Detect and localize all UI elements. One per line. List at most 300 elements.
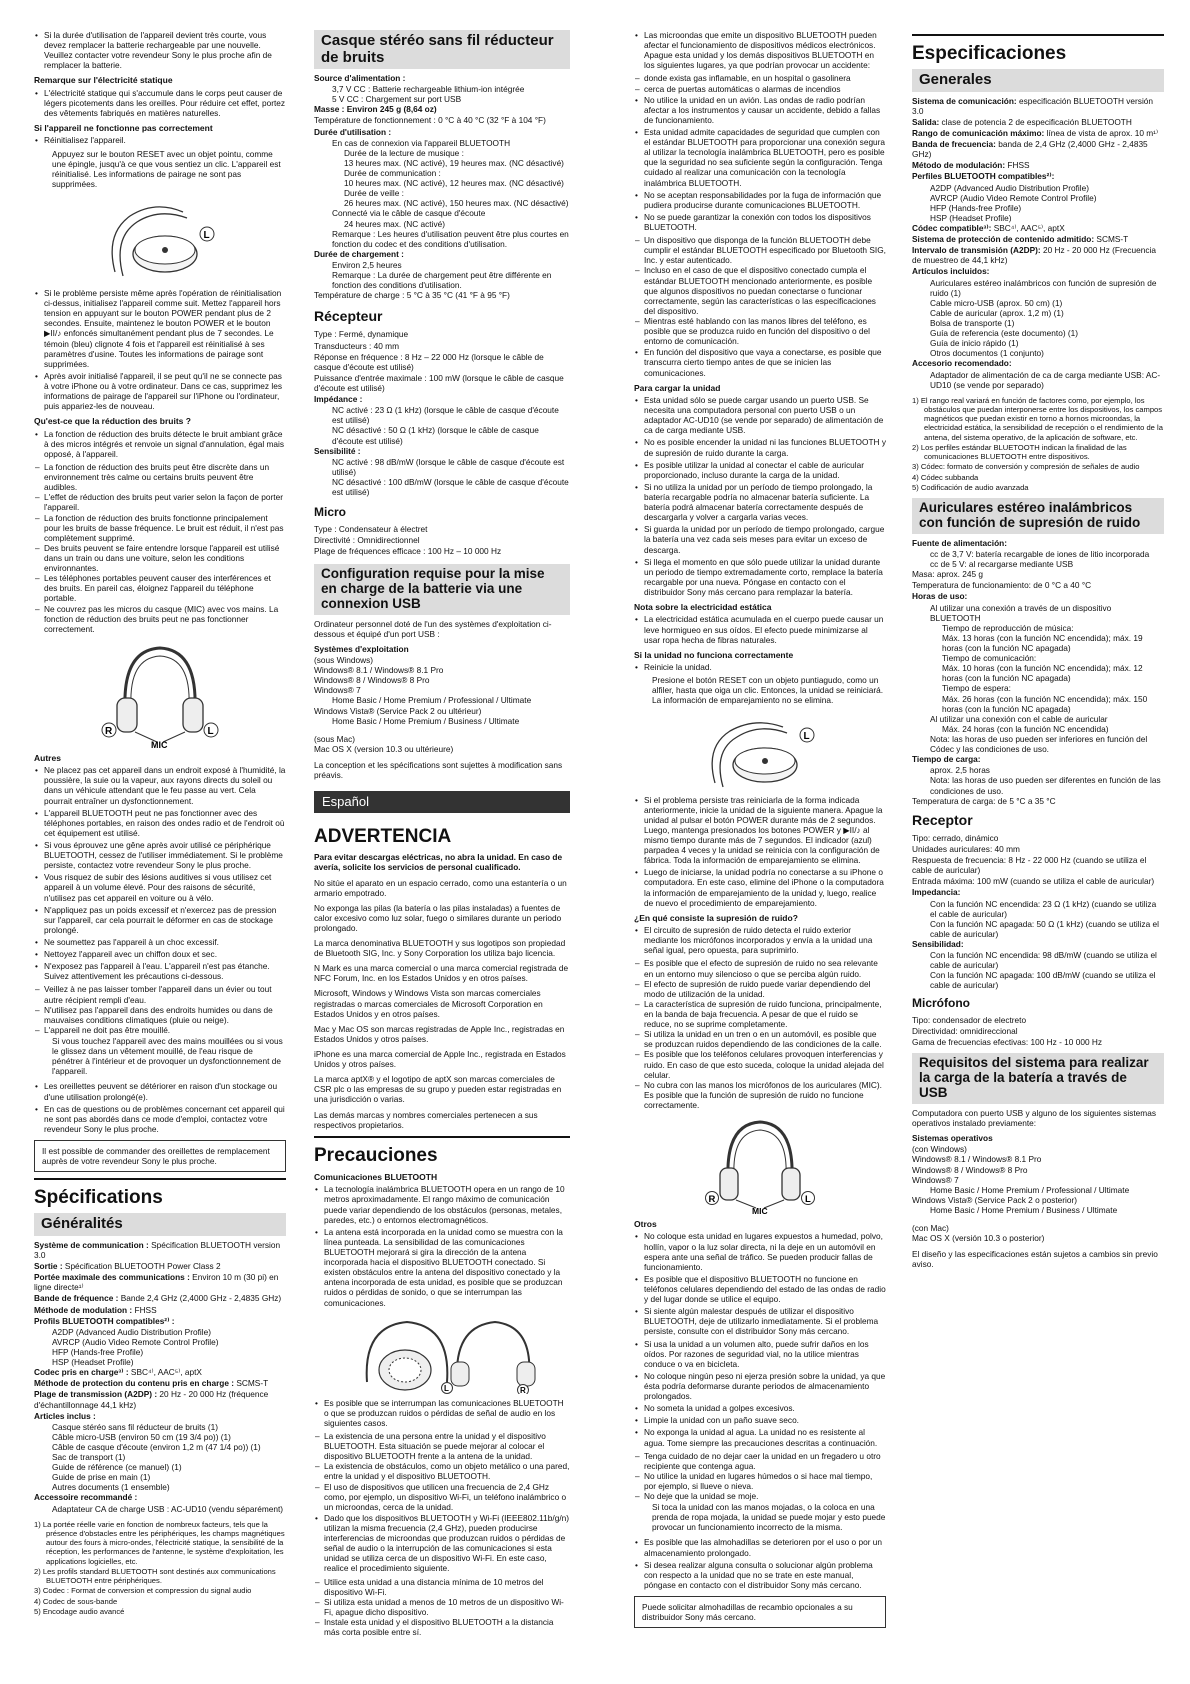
microwave-dash-list xyxy=(634,73,886,93)
footnote: 5) Codificación de audio avanzada xyxy=(912,482,1029,492)
list-item: • No es posible encender la unidad ni las funciones BLUETOOTH y de supresión de ruido durante la carga. xyxy=(644,437,886,457)
mic-label: MIC xyxy=(151,739,168,748)
list-item: • Si guarda la unidad por un período de tiempo prolongado, cargue la batería una vez cada seis meses para evitar un exceso de descarga. xyxy=(644,524,886,554)
footnote: 2) Les profils standard BLUETOOTH sont destinés aux communications BLUETOOTH entre périphériques. xyxy=(34,1566,276,1586)
profile-item: HFP (Hands-free Profile) xyxy=(52,1346,144,1357)
earpad-note-box-es: Puede solicitar almohadillas de recambio opcionales a su distribuidor Sony más cercano. xyxy=(634,1596,886,1628)
list-item: • Esta unidad admite capacidades de seguridad que cumplen con el estándar BLUETOOTH para proporcionar una conexión segura al utilizar la tecnología inalámbrica BLUETOOTH, pero es posible que la seguridad no sea suficiente según la configuración. Tenga cuidado al realizar una comunicación con la tecnología inalámbrica BLUETOOTH. xyxy=(644,127,886,188)
mic-label-es: MIC xyxy=(752,1206,768,1215)
spec-row: Système de communication : Spécification BLUETOOTH version 3.0 xyxy=(34,1239,281,1260)
list-item: – Incluso en el caso de que el dispositivo conectado cumpla el estándar BLUETOOTH mencionado anteriormente, es posible que algunos dispositivos no puedan conectarse o funcionar correctamente, según las características o las especificaciones del dispositivo. xyxy=(644,265,886,316)
included-item: Auriculares estéreo inalámbricos con función de supresión de ruido (1) xyxy=(930,277,1157,298)
paragraph: N Mark es una marca comercial o una marca comercial registrada de NFC Forum, Inc. en los Estados Unidos y en otros países. xyxy=(314,963,569,984)
spec-value: Connecté via le câble de casque d'écoute xyxy=(332,208,486,219)
list-item: • Es posible que el dispositivo BLUETOOTH no funcione en teléfonos celulares dependiendo del estado de las ondas de radio y del lugar donde se utilice el equipo. xyxy=(644,1274,886,1304)
static-title-es: Nota sobre la electricidad estática xyxy=(634,602,772,613)
persist-list-es xyxy=(634,795,886,908)
spec-row: Unidades auriculares: 40 mm xyxy=(912,843,1020,854)
list-item: • La tecnología inalámbrica BLUETOOTH opera en un rango de 10 metros aproximadamente. El rango máximo de comunicación puede variar dependiendo de los obstáculos (personas, metales, paredes, etc.) o entornos electromagnéticos. xyxy=(324,1184,570,1224)
nc-dash: – Ne couvrez pas les micros du casque (MIC) avec vos mains. La fonction de réduction des bruits peut ne pas fonctionner correctement. xyxy=(44,604,286,634)
spec-row: Temperatura de carga: de 5 °C a 35 °C xyxy=(912,795,1056,806)
spec-value: Máx. 24 horas (con la función NC encendida) xyxy=(942,723,1109,734)
spec-row: Masa: aprox. 245 g xyxy=(912,569,984,580)
spec-value: Con la función NC apagada: 50 Ω (1 kHz) (cuando se utiliza el cable de auricular) xyxy=(930,918,1159,939)
spec-row: Méthode de protection du contenu pris en charge : SCMS-T xyxy=(34,1378,269,1389)
spec-value: Nota: las horas de uso pueden ser diferentes en función de las condiciones de uso. xyxy=(930,775,1161,796)
list-item: – Si utiliza esta unidad a menos de 10 metros de un dispositivo Wi-Fi, apague dicho dispositivo. xyxy=(324,1597,570,1617)
cargar-title: Para cargar la unidad xyxy=(634,382,721,393)
paragraph: Microsoft, Windows y Windows Vista son marcas comerciales registradas o marcas comerciales de Microsoft Corporation en Estados Unidos y en otros países. xyxy=(314,988,543,1019)
list-item: • La antena está incorporada en la unidad como se muestra con la línea punteada. La sensibilidad de las comunicaciones BLUETOOTH mejorará si gira la dirección de la antena incorporada hacia el dispositivo BLUETOOTH conectado. Si existen obstáculos entre la antena del dispositivo conectado y la antena incorporada de esta unidad, es posible que se produzcan ruidos o pérdidas de sonido, o que se interrumpan las comunicaciones. xyxy=(324,1227,570,1308)
spec-row: Durée de chargement : xyxy=(314,248,404,259)
spec-row: Tipo: cerrado, dinámico xyxy=(912,832,999,843)
spec-value: Durée de veille : xyxy=(344,188,404,199)
footnote: 4) Códec subbanda xyxy=(912,472,979,482)
autres-title: Autres xyxy=(34,752,61,763)
delay-bullet: • En función del dispositivo que vaya a conectarse, es posible que transcurra cierto tiempo antes de que se inicien las comunicaciones. xyxy=(644,347,886,377)
spec-row: Método de modulación: FHSS xyxy=(912,160,1030,171)
spec-row: Source d'alimentation : xyxy=(314,73,406,83)
autres2-list xyxy=(34,1081,286,1134)
spec-row: Accesorio recomendado: xyxy=(912,358,1012,369)
r-marker: R xyxy=(105,725,113,737)
list-item: • Si no utiliza la unidad por un período de tiempo prolongado, la batería recargable podría no almacenar batería suficiente. La batería podrá almacenar batería correctamente después de descargarla y volver a cargarla varias veces. xyxy=(644,482,886,522)
spec-row: Profils BLUETOOTH compatibles²⁾ : xyxy=(34,1315,175,1326)
spec-value: Remarque : Les heures d'utilisation peuvent être plus courtes en fonction du codec et des conditions d'utilisation. xyxy=(332,228,569,249)
list-item: – Es posible que el efecto de supresión de ruido no sea relevante en un entorno muy silencioso o que se perciba algún ruido. xyxy=(644,958,886,978)
spec-value: Con la función NC encendida: 98 dB/mW (cuando se utiliza el cable de auricular) xyxy=(930,950,1157,971)
os-line: Windows Vista® (Service Pack 2 ou ultérieur) xyxy=(314,705,482,716)
list-item: – L'appareil ne doit pas être mouillé. xyxy=(44,1025,286,1035)
list-item: • No utilice la unidad en un avión. Las ondas de radio podrían afectar a los instrumentos y causar un accidente, debido a fallas de funcionamiento. xyxy=(644,95,886,125)
included-item: Guía de referencia (este documento) (1) xyxy=(930,328,1079,339)
spacer xyxy=(314,726,570,734)
profile-item: AVRCP (Audio Video Remote Control Profile) xyxy=(930,192,1097,203)
prec-title: Precauciones xyxy=(314,1136,570,1167)
config-text: Ordinateur personnel doté de l'un des systèmes d'exploitation ci-dessous et équipé d'un port USB : xyxy=(314,618,552,639)
spec-row: Sistema de protección de contenido admitido: SCMS-T xyxy=(912,234,1129,245)
microwave-bullet: • Las microondas que emite un dispositivo BLUETOOTH pueden afectar el funcionamiento de dispositivos médicos electrónicos. Apague esta unidad y los demás dispositivos BLUETOOTH en los siguientes lugares, ya que podrían provocar un accidente: xyxy=(644,30,886,70)
nc-dash-list-es xyxy=(634,958,886,1110)
spec-row: Rango de comunicación máximo: línea de vista de aprox. 10 m¹⁾ xyxy=(912,128,1158,138)
nc-dash: – Les téléphones portables peuvent causer des interférences et des bruits. En pareil cas, éloignez l'appareil du téléphone portable. xyxy=(44,573,286,603)
profile-item: HSP (Headset Profile) xyxy=(930,212,1012,223)
battery-note: • Si la durée d'utilisation de l'appareil devient très courte, vous devez remplacer la batterie rechargeable par une nouvelle. Veuillez contacter votre revendeur Sony le plus proche afin de remplacer la batterie. xyxy=(44,30,286,70)
agua-extra: Si toca la unidad con las manos mojadas, o la coloca en una prenda de ropa mojada, la unidad se puede mojar y esto puede provocar un funcionamiento incorrecto de la misma. xyxy=(652,1502,886,1533)
profile-item: A2DP (Advanced Audio Distribution Profile) xyxy=(930,182,1089,193)
reset-button-illustration-es xyxy=(695,711,825,791)
included-item: Câble de casque d'écoute (environ 1,2 m (47 1/4 po)) (1) xyxy=(52,1441,261,1452)
included-item: Sac de transport (1) xyxy=(52,1452,126,1463)
spec-value: En cas de connexion via l'appareil BLUETOOTH xyxy=(332,137,511,148)
list-item: • L'appareil BLUETOOTH peut ne pas fonctionner avec des téléphones portables, en raison des ondes radio et de l'endroit où cet équipement est utilisé. xyxy=(44,808,286,838)
included-item: Cable micro-USB (aprox. 50 cm) (1) xyxy=(930,297,1063,308)
l-marker: L xyxy=(207,725,214,737)
profile-item: HSP (Headset Profile) xyxy=(52,1357,134,1368)
spec-row: Méthode de modulation : FHSS xyxy=(34,1304,157,1315)
spec-row: Masse : Environ 245 g (8,64 oz) xyxy=(314,104,437,115)
spec-row: Sortie : Spécification BLUETOOTH Power Class 2 xyxy=(34,1261,221,1272)
spec-row: Intervalo de transmisión (A2DP): 20 Hz - 20 000 Hz (Frecuencia de muestreo de 44,1 kHz) xyxy=(912,245,1156,266)
column-3 xyxy=(634,30,886,1634)
paragraph: La marca denominativa BLUETOOTH y sus logotipos son propiedad de Bluetooth SIG, Inc. y Sony Corporation los utiliza bajo licencia. xyxy=(314,938,566,959)
l-marker: L xyxy=(803,730,810,742)
footnotes-es xyxy=(912,396,1164,493)
paragraph: Las demás marcas y nombres comerciales pertenecen a sus respectivos propietarios. xyxy=(314,1109,538,1130)
static-title: Remarque sur l'électricité statique xyxy=(34,75,173,86)
list-item: – Un dispositivo que disponga de la función BLUETOOTH debe cumplir el estándar BLUETOOTH especificado por Bluetooth SIG, Inc. y estar autenticado. xyxy=(644,235,886,265)
list-item: – Si utiliza la unidad en un tren o en un automóvil, es posible que se produzcan ruidos dependiendo de las condiciones de la calle. xyxy=(644,1029,886,1049)
nc-text-es: • El circuito de supresión de ruido detecta el ruido exterior mediante los micrófonos incorporados y envía a la unidad una señal igual, pero opuesta, para suprimirlo. xyxy=(644,925,886,955)
paragraph: Mac y Mac OS son marcas registradas de Apple Inc., registradas en Estados Unidos y otros países. xyxy=(314,1023,565,1044)
included-item: Guide de référence (ce manuel) (1) xyxy=(52,1462,182,1473)
os-line: Windows® 8.1 / Windows® 8.1 Pro xyxy=(314,665,444,676)
os-line: Windows® 7 xyxy=(912,1174,959,1185)
spec-row: Gama de frecuencias efectivas: 100 Hz - 10 000 Hz xyxy=(912,1037,1103,1048)
os-line: (sous Mac) xyxy=(314,733,356,744)
footnote: 4) Codec de sous-bande xyxy=(34,1596,118,1606)
list-item: – El efecto de supresión de ruido puede variar dependiendo del modo de utilización de la unidad. xyxy=(644,979,886,999)
l-marker: L xyxy=(805,1194,811,1206)
list-item: • Si desea realizar alguna consulta o solucionar algún problema con respecto a la unidad que no se trate en este manual, póngase en contacto con el distribuidor Sony más cercano. xyxy=(644,1560,886,1590)
spec-value: 13 heures max. (NC activé), 19 heures max. (NC désactivé) xyxy=(344,157,564,168)
os-line: Home Basic / Home Premium / Professional / Ultimate xyxy=(930,1184,1130,1195)
spec-row: Bande de fréquence : Bande 2,4 GHz (2,4000 GHz - 2,4835 GHz) xyxy=(34,1293,282,1304)
spec-row: Sistema de comunicación: especificación BLUETOOTH versión 3.0 xyxy=(912,95,1154,116)
list-item: • En cas de questions ou de problèmes concernant cet appareil qui ne sont pas abordés dans ce mode d'emploi, contactez votre revendeur Sony le plus proche. xyxy=(44,1104,286,1134)
spec-list-fr xyxy=(34,1240,286,1514)
receptor-title: Receptor xyxy=(912,811,973,828)
spec-title-fr: Spécifications xyxy=(34,1178,286,1209)
paragraph: iPhone es una marca comercial de Apple Inc., registrada en Estados Unidos y otros países. xyxy=(314,1049,566,1070)
os-line: (con Mac) xyxy=(912,1223,949,1234)
list-item: – N'utilisez pas l'appareil dans des endroits humides ou dans de mauvaises conditions climatiques (pluie ou neige). xyxy=(44,1005,286,1025)
spec-row: Température de charge : 5 °C à 35 °C (41 °F à 95 °F) xyxy=(314,290,510,301)
reset-text-es: Presione el botón RESET con un objeto puntiagudo, como un alfiler, hasta que oiga un clic. Entonces, la unidad se reiniciará. La información de emparejamiento no se elimina. xyxy=(652,675,884,706)
spec-value: cc de 3,7 V: batería recargable de iones de litio incorporada xyxy=(930,549,1150,560)
spec-row: Articles inclus : xyxy=(34,1410,96,1421)
list-item: – Es posible que los teléfonos celulares provoquen interferencias y ruido. En caso de que esto suceda, coloque la unidad alejada del celular. xyxy=(644,1049,886,1079)
nc-dash: – L'effet de réduction des bruits peut varier selon la façon de porter l'appareil. xyxy=(44,492,286,512)
included-item: Otros documentos (1 conjunto) xyxy=(930,348,1044,359)
spacer xyxy=(912,1215,1164,1223)
design-note-es: El diseño y las especificaciones están sujetos a cambios sin previo aviso. xyxy=(912,1249,1158,1270)
column-2 xyxy=(314,30,570,1638)
nc-text: • La fonction de réduction des bruits détecte le bruit ambiant grâce à des micros intégrés et renvoie un signal d'annulation, égal mais opposé, à l'appareil. xyxy=(44,429,286,459)
language-tab-espanol: Español xyxy=(314,791,570,813)
auric-title: Auriculares estéreo inalámbricos con función de supresión de ruido xyxy=(912,498,1164,534)
spec-value: aprox. 2,5 horas xyxy=(930,765,990,776)
spec-value: Environ 2,5 heures xyxy=(332,259,402,270)
list-item: – No deje que la unidad se moje. xyxy=(644,1491,886,1501)
list-item: • Si el problema persiste tras reiniciarla de la forma indicada anteriormente, inicie la unidad de la siguiente manera. Apague la unidad al pulsar el botón POWER durante más de 2 segundos. Luego, mantenga presionados los botones POWER y ▶II/♪ al mismo tiempo durante más de 7 segundos. El indicador (azul) parpadea 4 veces y la unidad se reinicia con la configuración de fábrica. Toda la información de emparejamiento se elimina. xyxy=(644,795,886,866)
spec-value: 5 V CC : Chargement sur port USB xyxy=(332,94,462,105)
accessory: Adaptateur CA de charge USB : AC-UD10 (vendu séparément) xyxy=(52,1503,284,1514)
spec-value: Durée de la lecture de musique : xyxy=(344,147,464,158)
spec-row: Directivité : Omnidirectionnel xyxy=(314,534,420,545)
accessory: Adaptador de alimentación de ca de carga mediante USB: AC-UD10 (se vende por separado) xyxy=(930,369,1161,390)
spec-row: Fuente de alimentación: xyxy=(912,537,1007,548)
spec-value: 24 heures max. (NC activé) xyxy=(344,218,445,229)
spec-row: Impédance : xyxy=(314,394,363,405)
list-item: • Si usa la unidad a un volumen alto, puede sufrir daños en los oídos. Por razones de seguridad vial, no la utilice mientras conduce o va en bicicleta. xyxy=(644,1339,886,1369)
interrupt-dash-list xyxy=(314,1431,570,1512)
list-item: – Utilice esta unidad a una distancia mínima de 10 metros del dispositivo Wi-Fi. xyxy=(324,1577,570,1597)
list-item: – Instale esta unidad y el dispositivo BLUETOOTH a la distancia más corta posible entre sí. xyxy=(324,1617,570,1637)
paragraph: No sitúe el aparato en un espacio cerrado, como una estantería o un armario empotrado. xyxy=(314,877,567,898)
included-item: Câble micro-USB (environ 50 cm (19 3/4 po)) (1) xyxy=(52,1431,231,1442)
spec-value: Tiempo de espera: xyxy=(942,683,1011,694)
os-line: Home Basic / Home Premium / Business / Ultimate xyxy=(332,715,520,726)
spec-row: Sensibilidad: xyxy=(912,938,964,949)
included-item: Guía de inicio rápido (1) xyxy=(930,338,1019,349)
spec-value: NC activé : 23 Ω (1 kHz) (lorsque le câble de casque d'écoute est utilisé) xyxy=(332,405,559,426)
spec-row: Horas de uso: xyxy=(912,591,968,602)
nc-dash: – La fonction de réduction des bruits fonctionne principalement pour les bruits de basse fréquence. Le bruit est réduit, il n'est pas complètement supprimé. xyxy=(44,513,286,543)
conn-dash-list xyxy=(634,235,886,346)
reset-button-illustration xyxy=(95,194,225,284)
spec-row: Impedancia: xyxy=(912,887,961,898)
list-item: – Mientras esté hablando con las manos libres del teléfono, es posible que se produzca ruido en función del dispositivo o del entorno de comunicación. xyxy=(644,316,886,346)
list-item: – Tenga cuidado de no dejar caer la unidad en un fregadero u otro recipiente que contenga agua. xyxy=(644,1451,886,1471)
spec-row: Plage de fréquences efficace : 100 Hz – 10 000 Hz xyxy=(314,546,502,557)
casque-title: Casque stéréo sans fil réducteur de bruits xyxy=(314,30,570,69)
eau-extra: Si vous touchez l'appareil avec des mains mouillées ou si vous le glissez dans un vêtement mouillé, de l'eau risque de pénétrer à l'intérieur et de provoquer un dysfonctionnement de l'appareil. xyxy=(52,1035,283,1077)
l-marker: L xyxy=(444,1383,449,1393)
list-item: – donde exista gas inflamable, en un hospital o gasolinera xyxy=(644,73,886,83)
micro-title-es: Micrófono xyxy=(912,996,970,1011)
list-item: • Esta unidad sólo se puede cargar usando un puerto USB. Se necesita una computadora personal con puerto USB o un adaptador AC-UD10 (se vende por separado) de alimentación de ca de carga mediante USB. xyxy=(644,395,886,435)
list-item: – El uso de dispositivos que utilicen una frecuencia de 2,4 GHz como, por ejemplo, un dispositivo Wi-Fi, un teléfono inalámbrico o un microondas, cerca de la unidad. xyxy=(324,1482,570,1512)
warning-bold: Para evitar descargas eléctricas, no abra la unidad. En caso de avería, solicite los servicios de personal cualificado. xyxy=(314,852,563,873)
spec-row: Tipo: condensador de electreto xyxy=(912,1015,1027,1026)
os-line: Windows® 7 xyxy=(314,685,361,696)
spec-row: Transducteurs : 40 mm xyxy=(314,340,399,351)
list-item: – Veillez à ne pas laisser tomber l'appareil dans un évier ou tout autre récipient rempli d'eau. xyxy=(44,984,286,1004)
os-line: Windows® 8 / Windows® 8 Pro xyxy=(912,1164,1028,1175)
paragraph: La marca aptX® y el logotipo de aptX son marcas comerciales de CSR plc o las empresas de su grupo y pueden estar registradas en una jurisdicción o varias. xyxy=(314,1074,562,1105)
list-item: – La característica de supresión de ruido funciona, principalmente, en la banda de baja frecuencia. A pesar de que el ruido se reduce, no se suprime completamente. xyxy=(644,999,886,1029)
nofunc-title: Si la unidad no funciona correctamente xyxy=(634,649,794,660)
headphones-mic-illustration xyxy=(95,638,225,748)
spec-row: Puissance d'entrée maximale : 100 mW (lorsque le câble de casque d'écoute est utilisé) xyxy=(314,372,564,394)
spec-row: Códec compatible³⁾: SBC⁴⁾, AAC⁵⁾, aptX xyxy=(912,222,1065,233)
os-title: Sistemas operativos xyxy=(912,1133,993,1144)
list-item: • No coloque ningún peso ni ejerza presión sobre la unidad, ya que ésta podría deformarse durante periodos de almacenamiento prolongados. xyxy=(644,1371,886,1401)
list-item: • Si vous éprouvez une gêne après avoir utilisé ce périphérique BLUETOOTH, cessez de l'utiliser immédiatement. Si le problème persiste, contactez votre revendeur Sony le plus proche. xyxy=(44,840,286,870)
list-item: • Si llega el momento en que sólo puede utilizar la unidad durante un periodo de tiempo extremadamente corto, remplace la batería recargable por una nueva. Póngase en contacto con el distribuidor Sony más cercano para remplazar la batería. xyxy=(644,557,886,597)
footnotes-fr xyxy=(34,1520,286,1617)
nc-dash-list xyxy=(34,462,286,634)
os-title: Systèmes d'exploitation xyxy=(314,643,409,654)
os-line: Mac OS X (version 10.3 ou ultérieure) xyxy=(314,743,454,754)
spec-value: NC activé : 98 dB/mW (lorsque le câble de casque d'écoute est utilisé) xyxy=(332,456,565,477)
os-line: Mac OS X (versión 10.3 o posterior) xyxy=(912,1233,1045,1244)
nc-dash: – Des bruits peuvent se faire entendre lorsque l'appareil est utilisé dans un train ou dans une voiture, selon les conditions environnantes. xyxy=(44,543,286,573)
spec-value: Al utilizar una conexión con el cable de auricular xyxy=(930,713,1108,724)
spec-row: Banda de frecuencia: banda de 2,4 GHz (2,4000 GHz - 2,4835 GHz) xyxy=(912,139,1148,160)
spec-row: Tiempo de carga: xyxy=(912,754,981,765)
list-item: • Limpie la unidad con un paño suave seco. xyxy=(644,1415,886,1425)
list-item: • Ne soumettez pas l'appareil à un choc excessif. xyxy=(44,937,286,947)
spec-value: Con la función NC apagada: 100 dB/mW (cuando se utiliza el cable de auricular) xyxy=(930,970,1156,991)
footnote: 3) Códec: formato de conversión y compresión de señales de audio xyxy=(912,462,1140,472)
spec-row: Directividad: omnidireccional xyxy=(912,1026,1018,1037)
req-title: Requisitos del sistema para realizar la carga de la batería a través de USB xyxy=(912,1053,1164,1104)
otros-title: Otros xyxy=(634,1219,657,1230)
reset-text: Appuyez sur le bouton RESET avec un objet pointu, comme une épingle, jusqu'à ce que vous sentiez un clic. L'appareil est réinitialisé. Les informations de pairage ne sont pas supprimées. xyxy=(52,148,281,189)
footnote: 1) El rango real variará en función de factores como, por ejemplo, los obstáculos que puedan interponerse entre los dispositivos, los campos magnéticos que puedan existir en torno a hornos microondas, la electricidad estática, la sensibilidad de recepción o el rendimiento de la antena, del sistema operativo, de la aplicación de software, etc. xyxy=(912,395,1163,442)
list-item: – No utilice la unidad en lugares húmedos o si hace mal tiempo, por ejemplo, si llueve o nieva. xyxy=(644,1471,886,1491)
spec-value: Máx. 13 horas (con la función NC encendida); máx. 19 horas (con la función NC apagada) xyxy=(942,632,1143,654)
r-marker: R xyxy=(520,1385,526,1394)
list-item: • Les oreillettes peuvent se détériorer en raison d'un stockage ou d'une utilisation prolongé(e). xyxy=(44,1081,286,1101)
eau-dash-list xyxy=(34,984,286,1035)
otros-list xyxy=(634,1231,886,1447)
spec-row: Réponse en fréquence : 8 Hz – 22 000 Hz (lorsque le câble de casque d'écoute est utilisé) xyxy=(314,351,544,372)
gen-title-es: Generales xyxy=(912,69,1164,92)
micro-title: Micro xyxy=(314,505,347,520)
column-4 xyxy=(912,30,1164,1275)
spec-value: Máx. 26 horas (con la función NC encendida); máx. 150 horas (con la función NC apagada) xyxy=(942,693,1148,714)
spec-value: 10 heures max. (NC activé), 12 heures max. (NC désactivé) xyxy=(344,178,564,189)
headphones-mic-illustration-es xyxy=(700,1114,820,1214)
list-item: – La existencia de una persona entre la unidad y el dispositivo BLUETOOTH. Esta situación se puede mejorar al colocar el dispositivo BLUETOOTH frente a la antena de la unidad. xyxy=(324,1431,570,1461)
footnote: 1) La portée réelle varie en fonction de nombreux facteurs, tels que la présence d'obstacles entre les périphériques, les champs magnétiques autour des fours à micro-ondes, l'électricité statique, la sensibilité de la réception, les performances de l'antenne, le système d'exploitation, les applications logicielles, etc. xyxy=(34,1519,285,1566)
spec-value: NC désactivé : 50 Ω (1 kHz) (lorsque le câble de casque d'écoute est utilisé) xyxy=(332,425,539,446)
list-item: • Es posible utilizar la unidad al conectar el cable de auricular proporcionado, incluso durante la carga de la unidad. xyxy=(644,460,886,480)
spec-row: Type : Condensateur à électret xyxy=(314,523,428,534)
recepteur-title: Récepteur xyxy=(314,308,383,325)
included-item: Casque stéréo sans fil réducteur de bruits (1) xyxy=(52,1421,219,1432)
profile-item: A2DP (Advanced Audio Distribution Profile) xyxy=(52,1326,211,1337)
spec-row: Entrada máxima: 100 mW (cuando se utiliza el cable de auricular) xyxy=(912,876,1155,887)
list-item: • N'appliquez pas un poids excessif et n'exercez pas de pression sur l'appareil, car cela pourrait le déformer en cas de stockage prolongé. xyxy=(44,905,286,935)
spec-row: Salida: clase de potencia 2 de especificación BLUETOOTH xyxy=(912,116,1132,127)
reset-bullet-es: • Reinicie la unidad. xyxy=(644,662,886,672)
included-item: Bolsa de transporte (1) xyxy=(930,317,1015,328)
static-text-es: • La electricidad estática acumulada en el cuerpo puede causar un leve hormigueo en sus oídos. El efecto puede minimizarse al usar ropa hecha de fibras naturales. xyxy=(644,614,886,644)
list-item: – cerca de puertas automáticas o alarmas de incendios xyxy=(644,84,886,94)
os-line: Windows® 8.1 / Windows® 8.1 Pro xyxy=(912,1154,1042,1165)
os-line: (con Windows) xyxy=(912,1144,967,1155)
profile-item: AVRCP (Audio Video Remote Control Profile) xyxy=(52,1336,219,1347)
included-item: Autres documents (1 ensemble) xyxy=(52,1482,170,1493)
earpad-note-box: Il est possible de commander des oreillettes de remplacement auprès de votre revendeur Sony le plus proche. xyxy=(34,1140,286,1172)
spec-row: Durée d'utilisation : xyxy=(314,126,392,137)
notworking-title: Si l'appareil ne fonctionne pas correctement xyxy=(34,123,213,134)
column-1 xyxy=(34,30,286,1617)
list-item: • Luego de iniciarse, la unidad podría no conectarse a su iPhone o computadora. En este caso, elimine del iPhone o la computadora la información de emparejamiento de la unidad y, luego, realice de nuevo el procedimiento de emparejamiento. xyxy=(644,867,886,907)
spec-row: Sensibilité : xyxy=(314,445,361,456)
list-item: • Nettoyez l'appareil avec un chiffon doux et sec. xyxy=(44,949,286,959)
list-item: • Ne placez pas cet appareil dans un endroit exposé à l'humidité, la poussière, la suie ou la vapeur, aux rayons directs du soleil ou dans un véhicule attendant que le feu passe au vert. Cela pourrait entraîner un dysfonctionnement. xyxy=(44,765,286,805)
spec-value: Tiempo de reproducción de música: xyxy=(942,622,1074,633)
list-item: • Si siente algún malestar después de utilizar el dispositivo BLUETOOTH, deje de utilizarlo inmediatamente. Si el problema persiste, consulte con el distribuidor Sony más cercano. xyxy=(644,1306,886,1336)
os-line: Home Basic / Home Premium / Business / Ultimate xyxy=(930,1204,1118,1215)
spec-title-es: Especificaciones xyxy=(912,34,1164,65)
l-marker: L xyxy=(203,230,210,242)
footnote: 5) Encodage audio avancé xyxy=(34,1606,125,1616)
footnote: 3) Codec : Format de conversion et compression du signal audio xyxy=(34,1586,252,1596)
otros2-list xyxy=(634,1537,886,1590)
spec-row: Perfiles BLUETOOTH compatibles²⁾: xyxy=(912,171,1055,182)
footnote: 2) Los perfiles estándar BLUETOOTH indican la finalidad de las comunicaciones BLUETOOTH entre dispositivos. xyxy=(912,442,1127,462)
os-line: Windows® 8 / Windows® 8 Pro xyxy=(314,675,430,686)
antenna-illustration xyxy=(347,1312,537,1394)
spec-row: Température de fonctionnement : 0 °C à 40 °C (32 °F à 104 °F) xyxy=(314,115,546,126)
list-item: • No someta la unidad a golpes excesivos. xyxy=(644,1403,886,1413)
profile-item: HFP (Hands-free Profile) xyxy=(930,202,1022,213)
spec-value: Durée de communication : xyxy=(344,167,441,178)
spec-value: Al utilizar una conexión a través de un dispositivo BLUETOOTH xyxy=(930,602,1112,623)
cargar-list xyxy=(634,395,886,597)
design-note-fr: La conception et les spécifications sont sujettes à modification sans préavis. xyxy=(314,760,563,781)
spec-value: 26 heures max. (NC activé), 150 heures max. (NC désactivé) xyxy=(344,198,569,209)
interrupt-bullet: • Es posible que se interrumpan las comunicaciones BLUETOOTH o que se produzcan ruidos o pérdidas de señal de audio en los siguientes casos. xyxy=(324,1398,570,1428)
spec-value: Máx. 10 horas (con la función NC encendida); máx. 12 horas (con la función NC apagada) xyxy=(942,663,1143,684)
os-line: (sous Windows) xyxy=(314,655,374,666)
persist-text: • Si le problème persiste même après l'opération de réinitialisation ci-dessus, initialisez l'appareil comme suit. Mettez l'appareil hors tension en appuyant sur le bouton POWER pendant plus de 2 secondes. Ensuite, maintenez le bouton POWER et le bouton ▶II/♪ enfoncés simultanément pendant plus de 7 secondes. Le témoin (bleu) clignote 4 fois et l'appareil est réinitialisé à ses paramètres d'usine. Toutes les informations de pairage sont supprimées. xyxy=(44,288,286,369)
com-title: Comunicaciones BLUETOOTH xyxy=(314,1171,438,1182)
wifi-dash-list xyxy=(314,1577,570,1638)
spec-value: 3,7 V CC : Batterie rechargeable lithium-ion intégrée xyxy=(332,84,525,95)
list-item: • No se aceptan responsabilidades por la fuga de información que pudiera producirse durante comunicaciones BLUETOOTH. xyxy=(644,190,886,210)
spec-value: Tiempo de comunicación: xyxy=(942,653,1037,664)
gen-title-fr: Généralités xyxy=(34,1213,286,1236)
static-text: • L'électricité statique qui s'accumule dans le corps peut causer de légers picotements dans les oreilles. Pour réduire cet effet, portez des vêtements fabriqués en matières naturelles. xyxy=(44,88,286,118)
list-item: – No cubra con las manos los micrófonos de los auriculares (MIC). Es posible que la función de supresión de ruido no funcione correctamente. xyxy=(644,1080,886,1110)
r-marker: R xyxy=(708,1194,716,1206)
included-item: Cable de auricular (aprox. 1,2 m) (1) xyxy=(930,307,1064,318)
list-item: • No exponga la unidad al agua. La unidad no es resistente al agua. Tome siempre las precauciones descritas a continuación. xyxy=(644,1427,886,1447)
spec-row: Type : Fermé, dynamique xyxy=(314,329,409,340)
bt-bullets xyxy=(634,95,886,232)
os-line: Home Basic / Home Premium / Professional / Ultimate xyxy=(332,695,532,706)
included-item: Guide de prise en main (1) xyxy=(52,1472,151,1483)
list-item: • Vous risquez de subir des lésions auditives si vous utilisez cet appareil à un volume élevé. Pour des raisons de sécurité, n'utilisez pas cet appareil en voiture ou à vélo. xyxy=(44,872,286,902)
list-item: • N'exposez pas l'appareil à l'eau. L'appareil n'est pas étanche. Suivez attentivement les précautions ci-dessous. xyxy=(44,961,286,981)
iphone-text: • Après avoir initialisé l'appareil, il se peut qu'il ne se connecte pas à votre iPhone ou à votre ordinateur. Dans ce cas, supprimez les informations de pairage de l'appareil sur l'iPhone ou l'ordinateur, puis appariez-les de nouveau. xyxy=(44,371,286,411)
spec-row: Portée maximale des communications : Environ 10 m (30 pi) en ligne directe¹⁾ xyxy=(34,1272,279,1293)
list-item: • No coloque esta unidad en lugares expuestos a humedad, polvo, hollín, vapor o la luz solar directa, ni la deje en un automóvil en espera ante una señal de tráfico. Se pueden producir fallas de funcionamiento. xyxy=(644,1231,886,1271)
spec-row: Artículos incluidos: xyxy=(912,266,990,277)
list-item: • Es posible que las almohadillas se deterioren por el uso o por un almacenamiento prolongado. xyxy=(644,1537,886,1557)
list-item: • No se puede garantizar la conexión con todos los dispositivos BLUETOOTH. xyxy=(644,212,886,232)
wifi-bullet: • Dado que los dispositivos BLUETOOTH y Wi-Fi (IEEE802.11b/g/n) utilizan la misma frecuencia (2,4 GHz), pueden producirse interferencias de microondas que produzcan ruidos o pérdidas de señal de audio o la interrupción de las comunicaciones si esta unidad se utiliza cerca de un dispositivo Wi-Fi. En este caso, realice el procedimiento siguiente. xyxy=(324,1513,570,1574)
com-list xyxy=(314,1184,570,1307)
list-item: – La existencia de obstáculos, como un objeto metálico o una pared, entre la unidad y el dispositivo BLUETOOTH. xyxy=(324,1461,570,1481)
req-text: Computadora con puerto USB y alguno de los siguientes sistemas operativos instalado previamente: xyxy=(912,1107,1156,1129)
os-line: Windows Vista® (Service Pack 2 o posterior) xyxy=(912,1194,1078,1205)
warning-title: ADVERTENCIA xyxy=(314,826,452,848)
agua-dash-list xyxy=(634,1451,886,1502)
nc-title: Qu'est-ce que la réduction des bruits ? xyxy=(34,416,191,427)
spec-value: Con la función NC encendida: 23 Ω (1 kHz) (cuando se utiliza el cable de auricular) xyxy=(930,898,1157,919)
spec-value: NC désactivé : 100 dB/mW (lorsque le câble de casque d'écoute est utilisé) xyxy=(332,477,569,498)
nc-dash: – La fonction de réduction des bruits peut être discrète dans un environnement très calme ou certains bruits peuvent être audibles. xyxy=(44,462,286,492)
spec-row: Respuesta de frecuencia: 8 Hz - 22 000 Hz (cuando se utiliza el cable de auricular) xyxy=(912,855,1147,876)
reset-bullet: • Réinitialisez l'appareil. xyxy=(44,135,286,145)
paragraph: No exponga las pilas (la batería o las pilas instaladas) a fuentes de calor excesivo como luz solar, fuego o similares durante un periodo prolongado. xyxy=(314,902,562,933)
spec-row: Codec pris en charge³⁾ : SBC⁴⁾, AAC⁵⁾, aptX xyxy=(34,1367,202,1378)
config-title: Configuration requise pour la mise en charge de la batterie via une connexion USB xyxy=(314,564,570,615)
spec-row: Temperatura de funcionamiento: de 0 °C a 40 °C xyxy=(912,580,1092,591)
autres-list xyxy=(34,765,286,981)
nc-title-es: ¿En qué consiste la supresión de ruido? xyxy=(634,912,798,923)
spec-value: cc de 5 V: al recargarse mediante USB xyxy=(930,559,1074,570)
spec-row: Accessoire recommandé : xyxy=(34,1492,138,1503)
